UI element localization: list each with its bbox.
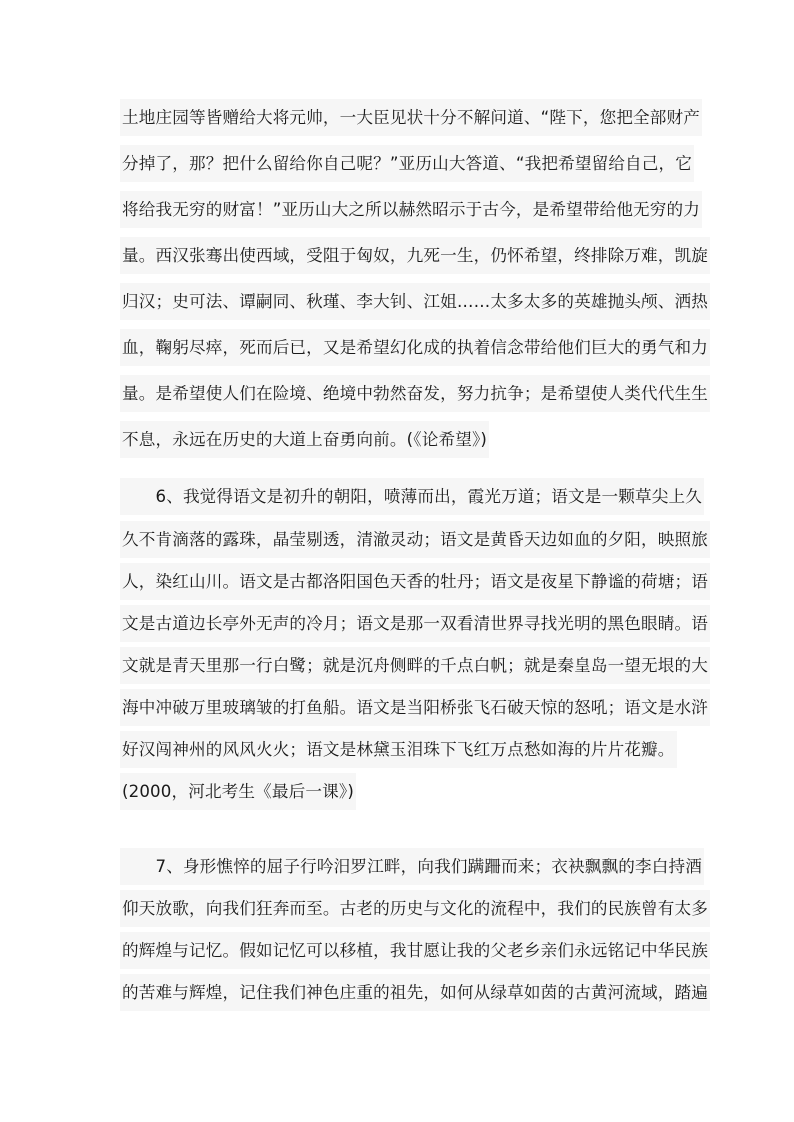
text-line: 血，鞠躬尽瘁，死而后已，又是希望幻化成的执着信念带给他们巨大的勇气和力 [120,329,710,366]
text-line: 仰天放歌，向我们狂奔而至。古老的历史与文化的流程中，我们的民族曾有太多 [120,890,710,927]
text-line: 量。西汉张骞出使西域，受阻于匈奴，九死一生，仍怀希望，终排除万难，凯旋 [120,237,710,274]
text-line: 文就是青天里那一行白鹭；就是沉舟侧畔的千点白帆；就是秦皇岛一望无垠的大 [120,647,710,684]
text-line: 分掉了，那？把什么留给你自己呢？”亚历山大答道、“我把希望留给自己，它 [120,145,694,182]
text-line: (2000，河北考生《最后一课》) [120,773,356,810]
text-line: 量。是希望使人们在险境、绝境中勃然奋发，努力抗争；是希望使人类代代生生 [120,375,710,412]
text-line: 久不肯滴落的露珠，晶莹剔透，清澈灵动；语文是黄昏天边如血的夕阳，映照旅 [120,521,710,558]
text-line: 文是古道边长亭外无声的冷月；语文是那一双看清世界寻找光明的黑色眼睛。语 [120,605,710,642]
text-line: 好汉闯神州的风风火火；语文是林黛玉泪珠下飞红万点愁如海的片片花瓣。 [120,731,677,768]
text-line: 土地庄园等皆赠给大将元帅，一大臣见状十分不解问道、“陛下，您把全部财产 [120,99,702,136]
text-line: 人，染红山川。语文是古都洛阳国色天香的牡丹；语文是夜星下静谧的荷塘；语 [120,563,710,600]
text-line: 7、身形憔悴的屈子行吟汨罗江畔，向我们蹒跚而来；衣袂飘飘的李白持酒 [120,848,704,885]
text-line: 不息，永远在历史的大道上奋勇向前。(《论希望》) [120,421,489,458]
text-line: 的苦难与辉煌，记住我们神色庄重的祖先，如何从绿草如茵的古黄河流域，踏遍 [120,974,710,1011]
text-line: 归汉；史可法、谭嗣同、秋瑾、李大钊、江姐……太多太多的英雄抛头颅、洒热 [120,283,710,320]
text-line: 将给我无穷的财富！”亚历山大之所以赫然昭示于古今，是希望带给他无穷的力 [120,191,702,228]
text-line: 的辉煌与记忆。假如记忆可以移植，我甘愿让我的父老乡亲们永远铭记中华民族 [120,932,710,969]
text-line: 海中冲破万里玻璃皱的打鱼船。语文是当阳桥张飞石破天惊的怒吼；语文是水浒 [120,689,710,726]
text-line: 6、我觉得语文是初升的朝阳，喷薄而出，霞光万道；语文是一颗草尖上久 [120,478,704,515]
